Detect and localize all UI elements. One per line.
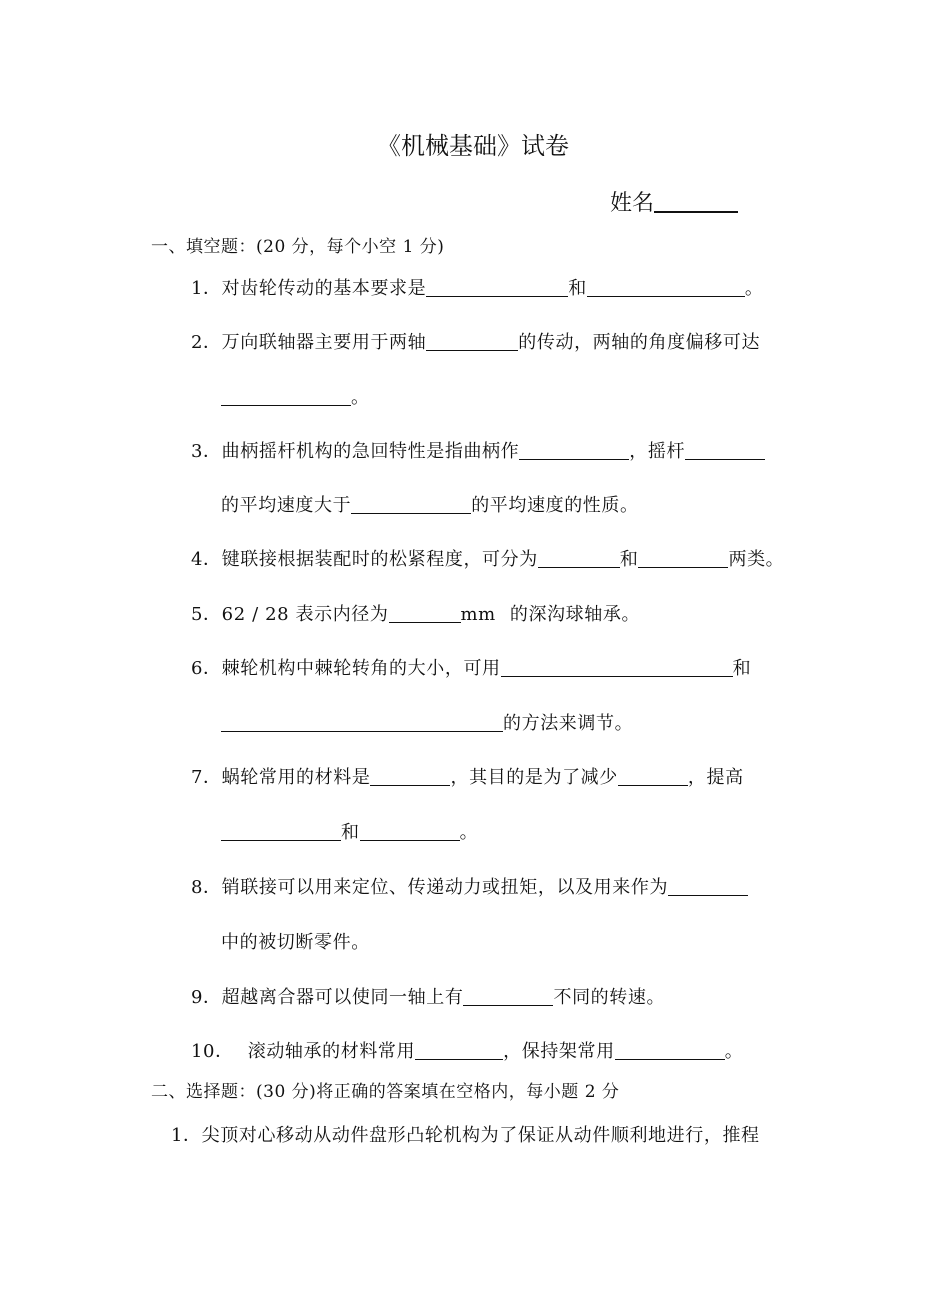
answer-blank[interactable]	[360, 822, 460, 841]
name-field	[610, 186, 738, 217]
question-3: 3．曲柄摇杆机构的急回特性是指曲柄作 ，摇杆	[191, 437, 765, 463]
question-3-continued: 的平均速度大于 的平均速度的性质。	[221, 495, 639, 516]
question-number: 9．	[191, 987, 222, 1008]
question-1: 1．对齿轮传动的基本要求是 和 。	[191, 278, 764, 299]
section2-heading: 二、选择题：(30 分)将正确的答案填在空格内，每小题 2 分	[151, 1082, 620, 1102]
question-7: 7．蜗轮常用的材料是 ，其目的是为了减少 ，提高	[191, 767, 744, 788]
answer-blank[interactable]	[221, 822, 341, 841]
answer-blank[interactable]	[668, 877, 748, 896]
question-9: 9．超越离合器可以使同一轴上有 不同的转速。	[191, 987, 666, 1008]
question-number: 7．	[191, 767, 222, 788]
question-2: 2．万向联轴器主要用于两轴 的传动，两轴的角度偏移可达	[191, 332, 761, 353]
answer-blank[interactable]	[501, 658, 733, 677]
answer-blank[interactable]	[426, 332, 518, 351]
question-number: 10．	[191, 1041, 234, 1062]
question-number: 5．	[191, 604, 222, 625]
answer-blank[interactable]	[685, 441, 765, 460]
question-5: 5．62 / 28 表示内径为 mm 的深沟球轴承。	[191, 604, 641, 625]
answer-blank[interactable]	[638, 549, 728, 568]
answer-blank[interactable]	[389, 604, 461, 623]
question-6: 6．棘轮机构中棘轮转角的大小，可用 和	[191, 658, 752, 679]
answer-blank[interactable]	[221, 713, 503, 732]
answer-blank[interactable]	[587, 278, 745, 297]
answer-blank[interactable]	[463, 987, 553, 1006]
question-number: 1．	[191, 278, 222, 299]
section1-heading: 一、填空题：(20 分，每个小空 1 分)	[151, 237, 445, 257]
question-number: 2．	[191, 332, 222, 353]
question-number: 6．	[191, 658, 222, 679]
question-number: 3．	[191, 441, 222, 462]
question-6-continued: 的方法来调节。	[221, 709, 633, 735]
name-blank[interactable]	[654, 189, 738, 213]
answer-blank[interactable]	[221, 387, 351, 406]
question-number: 8．	[191, 877, 222, 898]
question-8: 8．销联接可以用来定位、传递动力或扭矩，以及用来作为	[191, 873, 748, 899]
answer-blank[interactable]	[370, 767, 450, 786]
question-4: 4．键联接根据装配时的松紧程度，可分为 和 两类。	[191, 549, 785, 570]
answer-blank[interactable]	[618, 767, 688, 786]
mc-question-1: 1．尖顶对心移动从动件盘形凸轮机构为了保证从动件顺利地进行，推程	[171, 1125, 760, 1146]
question-number: 4．	[191, 549, 222, 570]
question-2-continued: 。	[221, 383, 370, 409]
page-title: 《机械基础》试卷	[377, 132, 569, 160]
answer-blank[interactable]	[415, 1041, 503, 1060]
question-7-continued: 和 。	[221, 818, 478, 844]
name-label: 姓名	[610, 191, 655, 216]
question-8-continued: 中的被切断零件。	[221, 932, 370, 953]
answer-blank[interactable]	[426, 278, 568, 297]
answer-blank[interactable]	[538, 549, 620, 568]
answer-blank[interactable]	[615, 1041, 725, 1060]
question-10: 10． 滚动轴承的材料常用 ，保持架常用 。	[191, 1041, 744, 1062]
answer-blank[interactable]	[519, 441, 629, 460]
answer-blank[interactable]	[351, 495, 471, 514]
question-number: 1．	[171, 1125, 202, 1146]
